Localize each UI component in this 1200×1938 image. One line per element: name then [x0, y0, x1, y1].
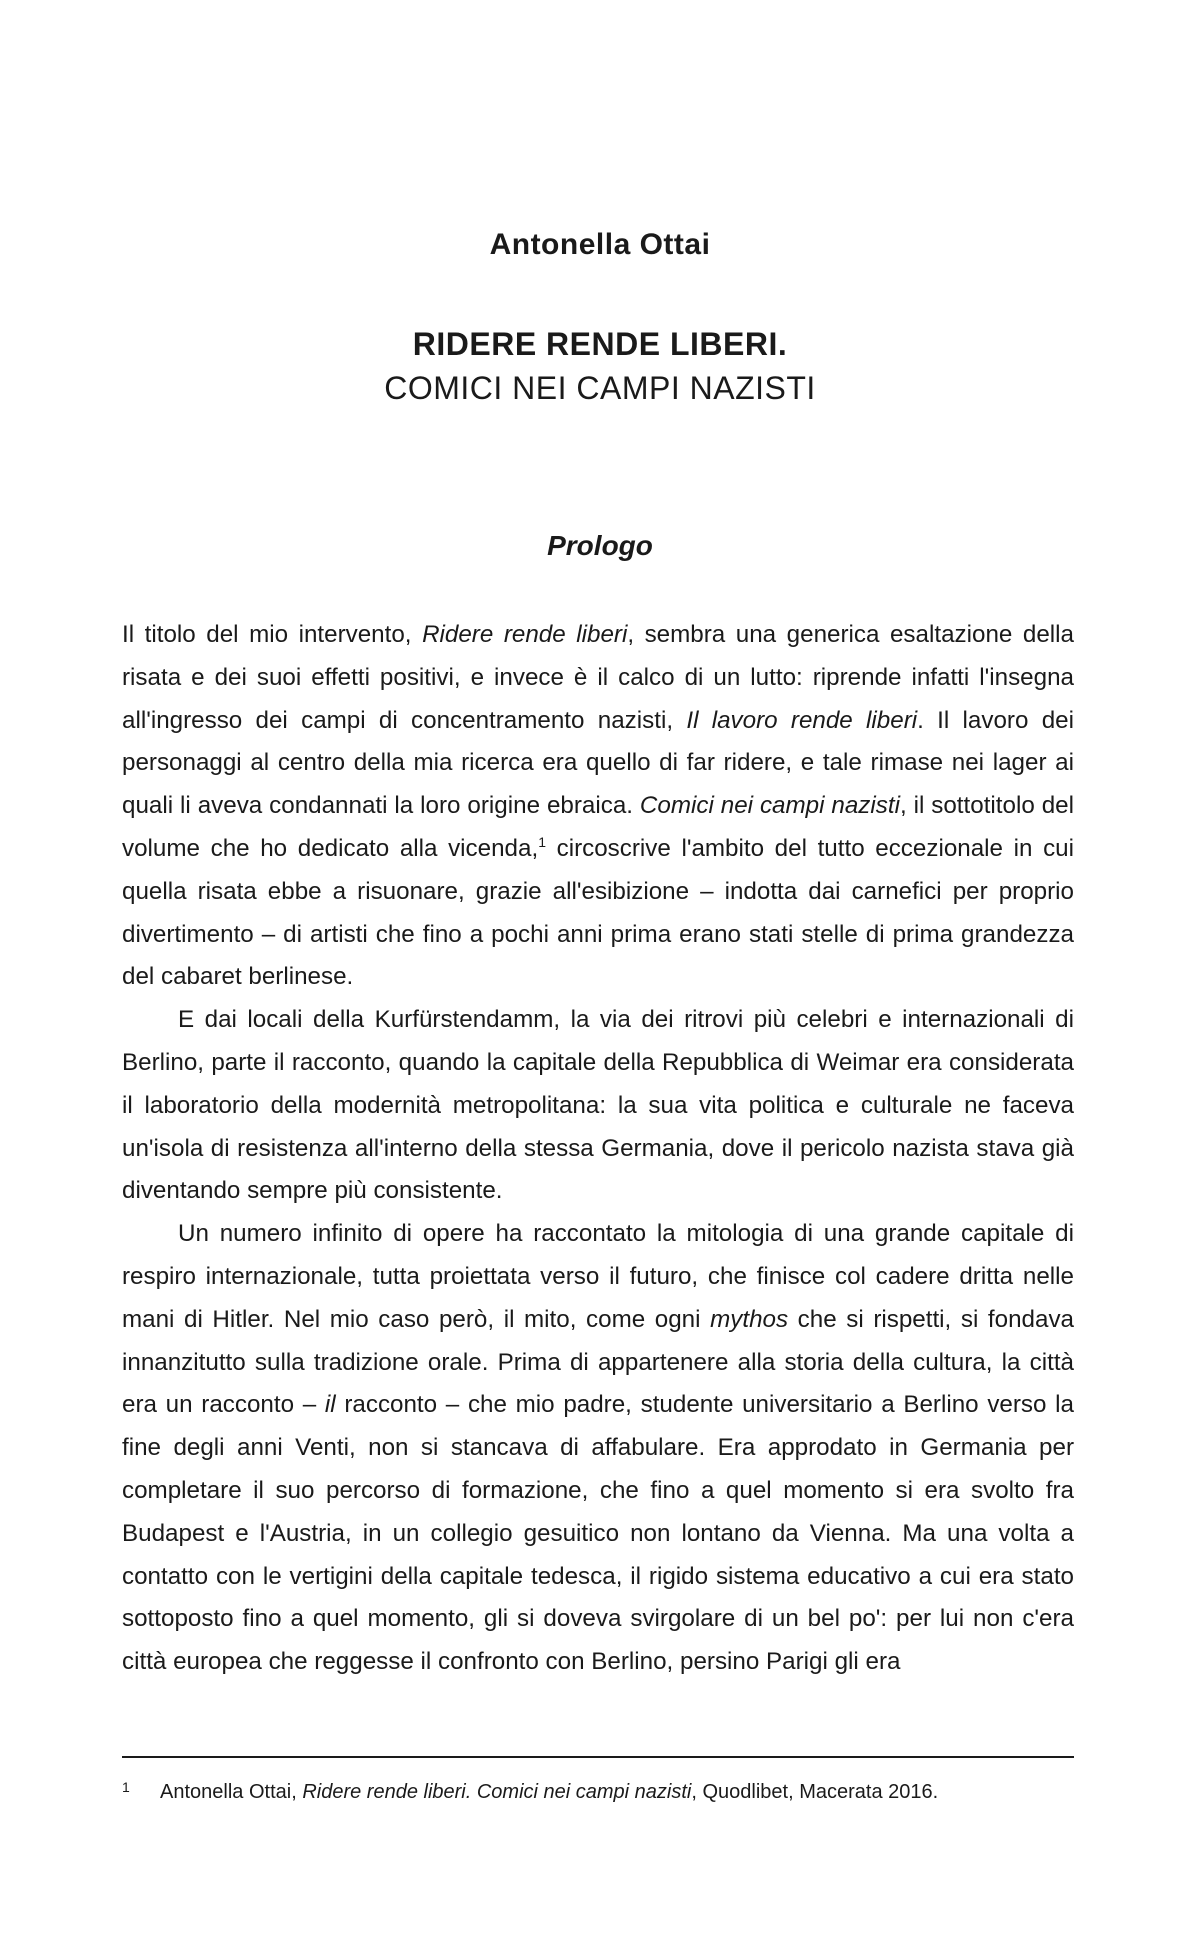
footnote-italic: Ridere rende liberi. Comici nei campi nazisti	[302, 1781, 692, 1803]
italic-run: mythos	[710, 1305, 789, 1333]
italic-run: il	[324, 1391, 336, 1419]
footnote-number: 1	[122, 1779, 130, 1795]
author-name: Antonella Ottai	[489, 228, 711, 261]
paragraph-3	[122, 1213, 1074, 1684]
title-line-2: COMICI NEI CAMPI NAZISTI	[384, 370, 816, 406]
text-run: Il titolo del mio intervento,	[122, 621, 423, 648]
text-run: Un numero infinito di opere ha raccontato la mitologia di una grande capitale di respiro internazionale, tutta proiettata verso il futuro, che finisce col cadere dritta nelle mani di Hitler. Nel mio caso però, il mito, come ogni	[122, 1220, 1074, 1333]
text-run: . Il lavoro dei personaggi al centro della mia ricerca era quello di far ridere, e tale rimase nei lager ai quali li aveva condannati la loro origine ebraica.	[122, 706, 1074, 820]
paragraph-2: E dai locali della Kurfürstendamm, la via dei ritrovi più celebri e internazionali di Berlino, parte il racconto, quando la capitale della Repubblica di Weimar era considerata il laboratorio della modernità metropolitana: la sua vita politica e culturale ne faceva un'isola di resistenza all'interno della stessa Germania, dove il pericolo nazista stava già diventando sempre più consistente.	[122, 1006, 1074, 1205]
body-text	[122, 614, 1074, 1684]
text-run: , sembra una generica esaltazione della risata e dei suoi effetti positivi, e invece è il calco di un lutto: riprende infatti l'insegna all'ingresso dei campi di concentramento nazisti,	[122, 621, 1074, 734]
paragraph-1	[122, 614, 1074, 999]
text-run: , il sottotitolo del volume che ho dedicato alla vicenda,	[122, 792, 1074, 862]
text-run: circoscrive l'ambito del tutto eccezionale in cui quella risata ebbe a risuonare, grazie all'esibizione – indotta dai carnefici per proprio divertimento – di artisti che fino a pochi anni prima erano stati stelle di prima grandezza del cabaret berlinese.	[122, 834, 1074, 991]
section-heading: Prologo	[547, 530, 653, 561]
footnote-text: , Quodlibet, Macerata 2016.	[691, 1781, 939, 1803]
italic-run: Ridere rende liberi	[422, 621, 628, 648]
chapter-title	[0, 322, 1200, 410]
text-run: racconto – che mio padre, studente universitario a Berlino verso la fine degli anni Venti, non si stancava di affabulare. Era approdato in Germania per completare il suo percorso di formazione, che fino a quel momento si era svolto fra Budapest e l'Austria, in un collegio gesuitico non lontano da Vienna. Ma una volta a contatto con le vertigini della capitale tedesca, il rigido sistema educativo a cui era stato sottoposto fino a quel momento, gli si doveva svirgolare di un bel po': per lui non c'era città europea che reggesse il confronto con Berlino, persino Parigi gli era	[122, 1391, 1075, 1676]
italic-run: Il lavoro rende liberi	[686, 706, 918, 734]
footnote-text: Antonella Ottai,	[160, 1781, 303, 1803]
italic-run: Comici nei campi nazisti	[639, 792, 900, 820]
text-run: che si rispetti, si fondava innanzitutto sulla tradizione orale. Prima di appartenere alla storia della cultura, la città era un racconto –	[122, 1305, 1074, 1419]
footnote	[122, 1776, 1074, 1808]
title-line-1: RIDERE RENDE LIBERI.	[412, 326, 788, 362]
footnote-ref[interactable]: 1	[538, 833, 546, 850]
footnote-divider	[122, 1756, 1074, 1758]
